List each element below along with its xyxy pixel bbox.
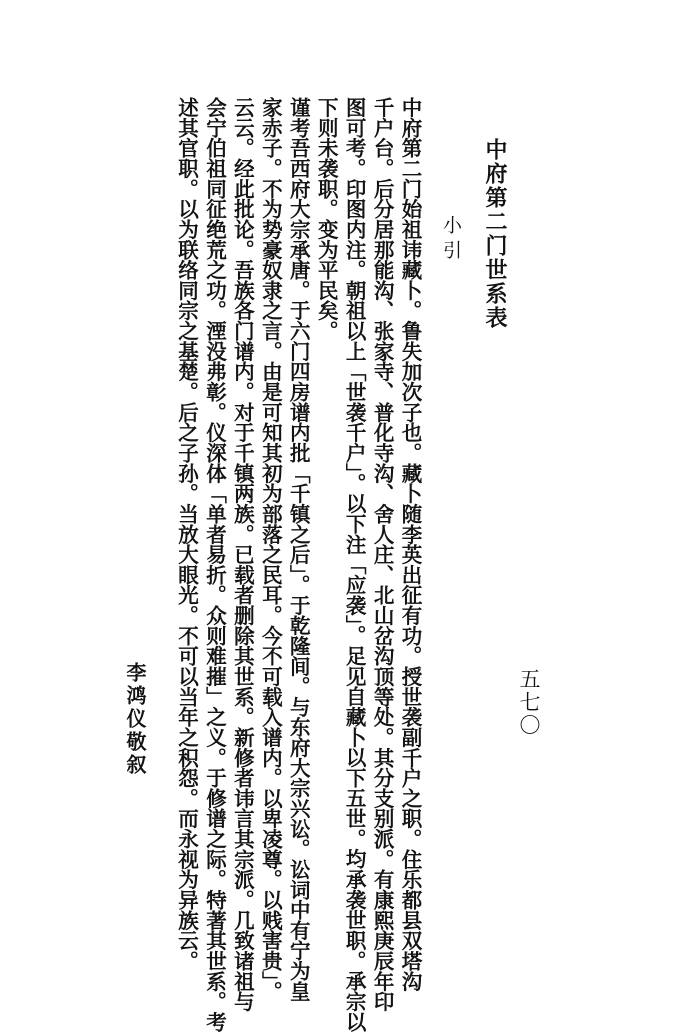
page-title: 中府第二门世系表 xyxy=(482,138,508,330)
text-column-1: 中府第二门始祖讳藏卜。鲁失加次子也。藏卜随李英出征有功。授世袭副千户之职。住乐都县双塔沟 xyxy=(398,97,422,992)
text-column-6: 家赤子。不为势豪奴隶之言。由是可知其初为部落之民耳。今不可载入谱内。以卑凌尊。以贱害贵」。 xyxy=(258,97,283,1002)
text-column-3: 图可考。印图内注。朝祖以上「世袭千户」。以下注「应袭」。足见自藏卜以下五世。均承袭世职。承宗以 xyxy=(342,97,367,1032)
text-column-8: 会宁伯祖同征绝荒之功。湮没弗彰。仪深体「单者易折。众则难摧」之义。于修谱之际。特著其世系。考 xyxy=(202,97,227,1032)
text-column-7: 云云。经此批论。吾族各门谱内。对于千镇两族。已载者删除其世系。新修者讳言其宗派。几致诸祖与 xyxy=(230,97,255,1012)
section-subtitle: 小引 xyxy=(440,215,462,265)
text-column-4: 下则未袭职。变为平民矣。 xyxy=(314,97,339,341)
text-column-9: 述其官职。以为联络同宗之基楚。后之子孙。当放大眼光。不可以当年之积怨。而永视为异族云。 xyxy=(174,97,199,971)
text-column-2: 千户台。后分居那能沟、张家寺、普化寺沟、舍人庄、北山岔沟顶等处。其分支别派。有康熙庚辰年印 xyxy=(370,97,395,1012)
text-column-5: 谨考吾西府大宗承唐。于六门四房谱内批「千镇之后」。于乾隆间。与东府大宗兴讼。讼词中有宁为皇 xyxy=(286,97,311,1002)
page-number: 五七〇 xyxy=(517,668,541,737)
author-signature: 李鸿仪敬叙 xyxy=(123,662,147,777)
body-text xyxy=(174,97,422,1032)
